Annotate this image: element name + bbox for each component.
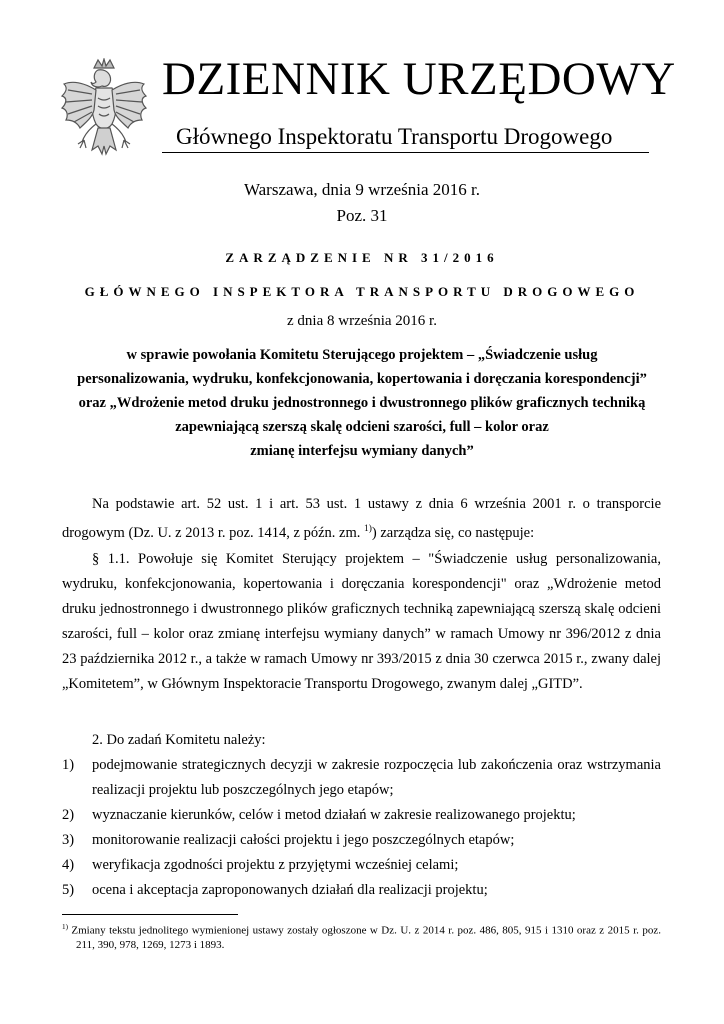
- masthead-subtitle: Głównego Inspektoratu Transportu Drogowego: [176, 124, 613, 149]
- footnote-divider: [62, 914, 238, 915]
- footnote-reference: 1): [364, 524, 372, 534]
- list-item: [62, 878, 661, 903]
- list-item-text: monitorowanie realizacji całości projektu i jego poszczególnych etapów;: [92, 832, 515, 848]
- place-date: Warszawa, dnia 9 września 2016 r.: [243, 180, 481, 199]
- list-item-text: podejmowanie strategicznych decyzji w zakresie rozpoczęcia lub zakończenia oraz wstrzymania realizacji projektu lub poszczególnych jego etapów;: [92, 757, 661, 798]
- masthead-divider: [162, 152, 649, 153]
- footnote-marker: 1): [62, 923, 68, 931]
- masthead: [0, 0, 724, 170]
- subject-line: zmianę interfejsu wymiany danych”: [250, 443, 474, 459]
- section-2-intro: 2. Do zadań Komitetu należy:: [92, 732, 266, 748]
- preamble-text: Na podstawie art. 52 ust. 1 i art. 53 ust. 1 ustawy z dnia 6 września 2001 r. o transporcie drogowym (Dz. U. z 2013 r. poz. 1414, z późn. zm.: [62, 496, 661, 541]
- masthead-title: DZIENNIK URZĘDOWY: [162, 53, 676, 105]
- preamble-text-end: ) zarządza się, co następuje:: [371, 524, 535, 541]
- list-item: [62, 853, 661, 878]
- order-subject: [40, 343, 684, 463]
- list-item-number: 4): [62, 857, 75, 873]
- position-number: Poz. 31: [336, 206, 388, 225]
- subject-line: oraz „Wdrożenie metod druku jednostronnego i dwustronnego plików graficznych techniką: [78, 395, 646, 411]
- footnote: [62, 920, 661, 952]
- order-issuer: GŁÓWNEGO INSPEKTORA TRANSPORTU DROGOWEGO: [84, 284, 640, 299]
- list-item: [62, 803, 661, 828]
- footnote-text: Zmiany tekstu jednolitego wymienionej ustawy zostały ogłoszone w Dz. U. z 2014 r. poz. 486, 805, 915 i 1310 oraz z 2015 r. poz. 211, 390, 978, 1269, 1273 i 1893.: [67, 924, 661, 951]
- list-item-number: 5): [62, 882, 75, 898]
- subject-line: personalizowania, wydruku, konfekcjonowania, kopertowania i doręczania korespondencji”: [77, 371, 647, 387]
- polish-eagle-emblem-icon: [58, 58, 150, 168]
- task-list: [62, 753, 661, 903]
- subject-line: zapewniającą szerszą skalę odcieni szarości, full – kolor oraz: [175, 419, 549, 435]
- section-1: § 1.1. Powołuje się Komitet Sterujący projektem – "Świadczenie usług personalizowania, wydruku, konfekcjonowania, kopertowania i doręczania korespondencji" oraz „Wdrożenie metod druku jednostronnego i dwustronnego plików graficznych techniką zapewniającą szerszą skalę odcieni szarości, full – kolor oraz zmianę interfejsu wymiany danych” w ramach Umowy nr 396/2012 z dnia 23 października 2012 r., a także w ramach Umowy nr 393/2015 z dnia 30 czerwca 2015 r., zwany dalej „Komitetem”, w Głównym Inspektoracie Transportu Drogowego, zwanym dalej „GITD”.: [62, 551, 661, 692]
- preamble: [62, 492, 661, 546]
- order-date: z dnia 8 września 2016 r.: [287, 313, 437, 329]
- subject-line: w sprawie powołania Komitetu Sterującego projektem – „Świadczenie usług: [126, 347, 598, 363]
- list-item-text: wyznaczanie kierunków, celów i metod działań w zakresie realizowanego projektu;: [92, 807, 576, 823]
- list-item-text: weryfikacja zgodności projektu z przyjętymi wcześniej celami;: [92, 857, 459, 873]
- list-item: [62, 753, 661, 803]
- list-item-text: ocena i akceptacja zaproponowanych działań dla realizacji projektu;: [92, 882, 488, 898]
- list-item-number: 3): [62, 832, 75, 848]
- order-title: ZARZĄDZENIE NR 31/2016: [225, 250, 499, 265]
- list-item-number: 2): [62, 807, 75, 823]
- list-item: [62, 828, 661, 853]
- list-item-number: 1): [62, 757, 75, 773]
